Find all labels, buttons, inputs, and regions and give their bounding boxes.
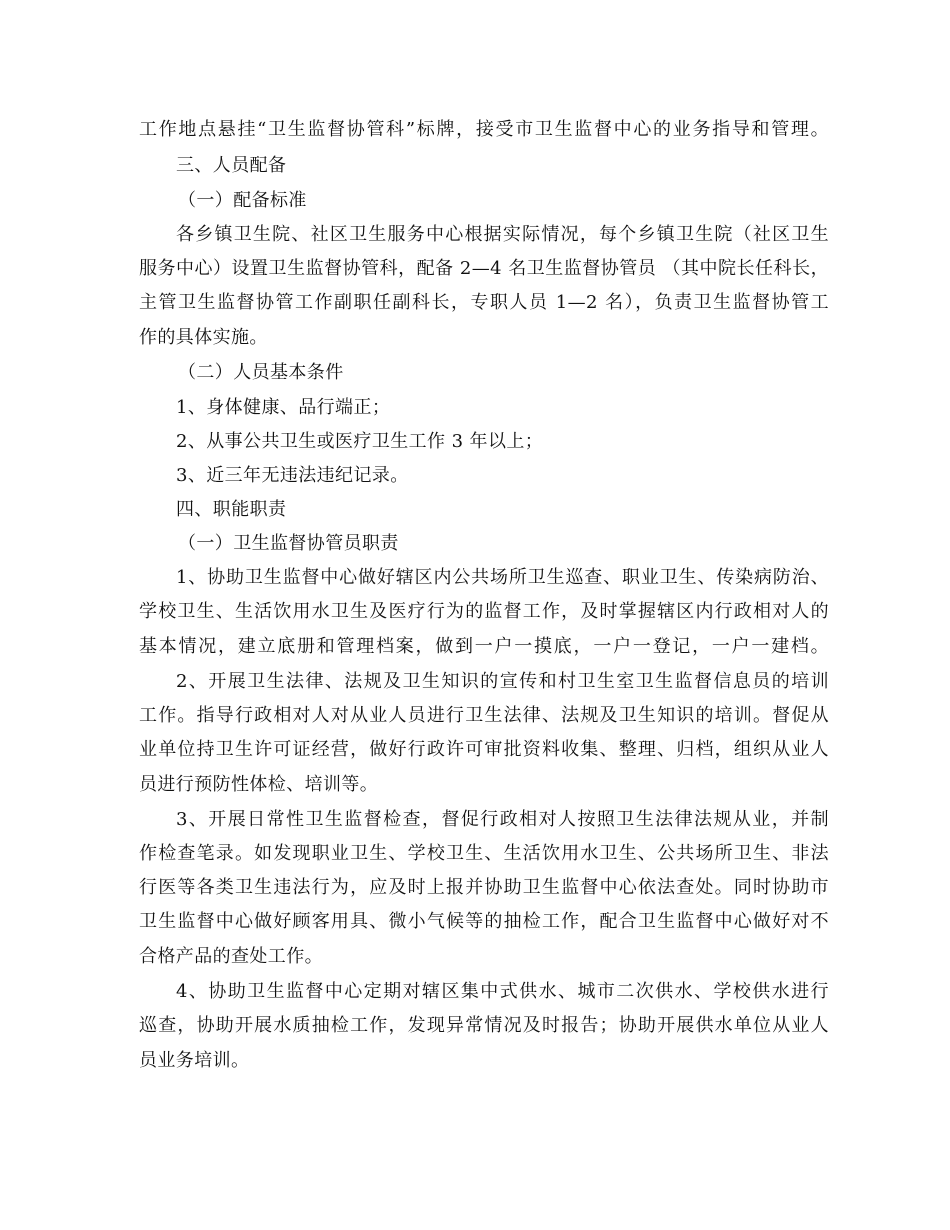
paragraph-line: 主管卫生监督协管工作副职任副科长，专职人员 1—2 名），负责卫生监督协管工 xyxy=(139,292,829,313)
paragraph-line: 服务中心）设置卫生监督协管科，配备 2—4 名卫生监督协管员 （其中院长任科长， xyxy=(139,258,829,279)
paragraph-line: 3、开展日常性卫生监督检查，督促行政相对人按照卫生法律法规从业，并制 xyxy=(176,809,829,830)
paragraph-line: 行医等各类卫生违法行为，应及时上报并协助卫生监督中心依法查处。同时协助市 xyxy=(139,877,829,898)
list-item: 2、从事公共卫生或医疗卫生工作 3 年以上； xyxy=(176,431,544,452)
paragraph-line: 作检查笔录。如发现职业卫生、学校卫生、生活饮用水卫生、公共场所卫生、非法 xyxy=(139,843,829,864)
paragraph-line: 各乡镇卫生院、社区卫生服务中心根据实际情况，每个乡镇卫生院（社区卫生 xyxy=(176,224,829,245)
paragraph-line: 工作。指导行政相对人对从业人员进行卫生法律、法规及卫生知识的培训。督促从 xyxy=(139,705,829,726)
paragraph-line: 员业务培训。 xyxy=(139,1050,250,1071)
paragraph-line: 巡查，协助开展水质抽检工作，发现异常情况及时报告；协助开展供水单位从业人 xyxy=(139,1015,829,1036)
paragraph-line: 业单位持卫生许可证经营，做好行政许可审批资料收集、整理、归档，组织从业人 xyxy=(139,739,829,760)
list-item: 1、身体健康、品行端正； xyxy=(176,397,391,418)
paragraph-line: 员进行预防性体检、培训等。 xyxy=(139,774,379,795)
paragraph-line: 作的具体实施。 xyxy=(139,327,268,348)
section-heading: 四、职能职责 xyxy=(176,499,287,520)
paragraph-line: 卫生监督中心做好顾客用具、微小气候等的抽检工作，配合卫生监督中心做好对不 xyxy=(139,911,829,932)
paragraph-line: 1、协助卫生监督中心做好辖区内公共场所卫生巡查、职业卫生、传染病防治、 xyxy=(176,567,829,588)
subsection-heading: （二）人员基本条件 xyxy=(178,362,344,383)
section-heading: 三、人员配备 xyxy=(176,155,287,176)
paragraph-line: 学校卫生、生活饮用水卫生及医疗行为的监督工作，及时掌握辖区内行政相对人的 xyxy=(139,601,829,622)
list-item: 3、近三年无违法违纪记录。 xyxy=(176,465,409,486)
subsection-heading: （一）卫生监督协管员职责 xyxy=(178,533,399,554)
paragraph-line: 2、开展卫生法律、法规及卫生知识的宣传和村卫生室卫生监督信息员的培训 xyxy=(176,671,829,692)
paragraph-line: 基本情况，建立底册和管理档案，做到一户一摸底，一户一登记，一户一建档。 xyxy=(139,636,829,657)
paragraph-line: 合格产品的查处工作。 xyxy=(139,946,323,967)
paragraph-line: 4、协助卫生监督中心定期对辖区集中式供水、城市二次供水、学校供水进行 xyxy=(176,981,829,1002)
paragraph-line: 工作地点悬挂“卫生监督协管科”标牌，接受市卫生监督中心的业务指导和管理。 xyxy=(139,119,829,140)
subsection-heading: （一）配备标准 xyxy=(178,190,307,211)
